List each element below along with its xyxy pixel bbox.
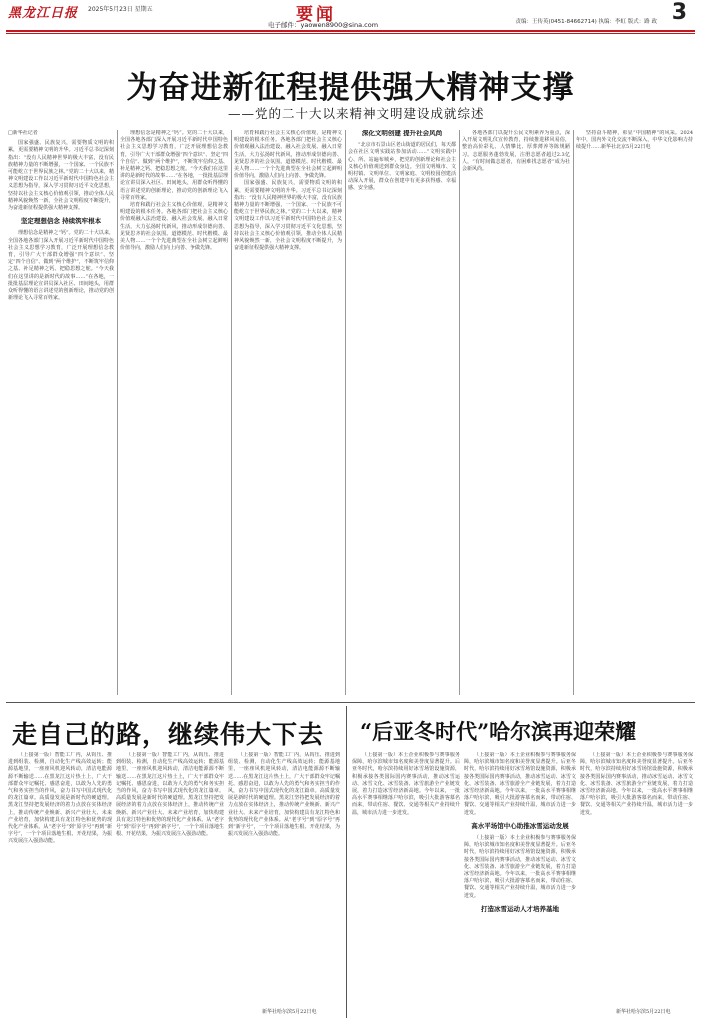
article-left-byline: 新华社哈尔滨5月22日电 <box>262 1009 317 1015</box>
lead-column-4 <box>348 130 456 695</box>
article-left-column-2 <box>116 752 224 1014</box>
article-left-headline: 走自己的路，继续伟大下去 <box>12 720 325 749</box>
article-right-column-3 <box>580 752 693 1004</box>
lead-body-5: 各地各部门以提升公民文明素养为重点，深入开展文明礼仪宣传教育，持续推进移风易俗，整治高价彩礼、人情攀比、厚葬薄养等陈规陋习。志愿服务蓬勃发展，注册志愿者超过2.3亿人，“有时间做志愿者，有困难找志愿者”成为社会新风尚。 <box>462 130 570 173</box>
article-right-column-1 <box>352 752 460 1014</box>
lead-body-6: 坚持奋斗精神，彰显“中国精神”的风采。2024年中，国内外文化交流不断深入，中华文化影响力持续提升……新华社北京5月22日电 <box>576 130 693 151</box>
article-right-body-4: （上接第一版）本土企业积极参与赛事服务保障，哈尔滨城市知名度和美誉度显著提升。后亚冬时代，哈尔滨持续用好冰雪场馆设施资源，积极承接各类国际国内赛事活动，推动冰雪运动、冰雪文化、冰雪装备、冰雪旅游全产业链发展，着力打造冰雪经济新高地。今年以来，一批高水平赛事相继落户哈尔滨，吸引大批游客慕名而来，带动住宿、餐饮、交通等相关产业持续升温，城市活力进一步迸发。 <box>580 752 693 816</box>
article-right-body: （上接第一版）本土企业积极参与赛事服务保障，哈尔滨城市知名度和美誉度显著提升。后亚冬时代，哈尔滨持续用好冰雪场馆设施资源，积极承接各类国际国内赛事活动，推动冰雪运动、冰雪文化、冰雪装备、冰雪旅游全产业链发展，着力打造冰雪经济新高地。今年以来，一批高水平赛事相继落户哈尔滨，吸引大批游客慕名而来，带动住宿、餐饮、交通等相关产业持续升温，城市活力进一步迸发。 <box>352 752 460 816</box>
lead-body-3b: 国家强盛、民族复兴，需要物质文明的积累，更需要精神文明的升华。习近平总书记深刻指出：“没有人民精神世界的极大丰富，没有民族精神力量的不断增强，一个国家、一个民族不可能屹立于世界民族之林。”党的二十大以来，精神文明建设工作以习近平新时代中国特色社会主义思想为指导，深入学习贯彻习近平文化思想，坚持以社会主义核心价值观引领，推动全体人民精神风貌焕然一新，全社会文明程度不断提升，为奋进新征程提供强大精神支撑。 <box>234 180 342 252</box>
article-right-subtitle-1: 高水平场馆中心助推冰雪运动发展 <box>471 821 569 830</box>
article-right-body-2: （上接第一版）本土企业积极参与赛事服务保障，哈尔滨城市知名度和美誉度显著提升。后亚冬时代，哈尔滨持续用好冰雪场馆设施资源，积极承接各类国际国内赛事活动，推动冰雪运动、冰雪文化、冰雪装备、冰雪旅游全产业链发展，着力打造冰雪经济新高地。今年以来，一批高水平赛事相继落户哈尔滨，吸引大批游客慕名而来，带动住宿、餐饮、交通等相关产业持续升温，城市活力进一步迸发。 <box>464 752 576 816</box>
newspaper-logo: 黑龙江日报 <box>8 6 79 21</box>
lead-column-1 <box>8 130 114 695</box>
page-number: 3 <box>671 0 687 25</box>
article-left-column-3 <box>228 752 340 1004</box>
lead-body-4: “北京市石景山区老山街道的居民们，每天都会在社区文明实践站参加活动……”文明实践中心、所、站遍布城乡，把党的创新理论和社会主义核心价值观送到群众身边。全国文明城市、文明村镇、文明单位、文明家庭、文明校园创建活动深入开展，群众在创建中有更多获得感、幸福感、安全感。 <box>348 142 456 192</box>
lead-body-3: 培育和践行社会主义核心价值观，是精神文明建设的根本任务。各地各部门把社会主义核心价值观融入法治建设、融入社会发展、融入日常生活，大力弘扬时代新风，推动形成崇德向善、见贤思齐的社会氛围。道德模范、时代楷模、最美人物……一个个先进典型在全社会树立起鲜明价值导向，激励人们向上向善、争做先锋。 <box>234 130 342 180</box>
article-left-body: （上接第一版）智能工厂内，从钩压、推进到组装、检测，自动化生产线高效运转；能源基地里，一座座风机迎风转动，清洁电能源源不断输送……在黑龙江这片热土上，广大干部群众牢记嘱托、感恩奋进，以敢为人先的勇气和务实担当的作风，奋力书写中国式现代化的龙江篇章。高质量发展是新时代的硬道理。黑龙江坚持把发展经济的着力点放在实体经济上，推动传统产业焕新、新兴产业壮大、未来产业培育，加快构建具有龙江特色和优势的现代化产业体系。从“老字号”到“原字号”再到“新字号”，一个个项目落地生根、开花结果，为振兴发展注入强劲动能。 <box>8 752 112 845</box>
column-divider <box>459 130 460 695</box>
lead-column-6 <box>576 130 693 695</box>
article-left-column-1 <box>8 752 112 1014</box>
column-divider <box>345 130 346 695</box>
lead-headline: 为奋进新征程提供强大精神支撑 <box>126 70 575 106</box>
column-divider <box>573 130 574 695</box>
lead-column-2 <box>120 130 228 695</box>
article-right-byline: 新华社哈尔滨5月22日电 <box>616 1009 671 1015</box>
lead-subheadline: ——党的二十大以来精神文明建设成就综述 <box>228 106 485 121</box>
section-title: 要闻 <box>296 5 336 25</box>
lead-body-1b: 理想信念是精神之“钙”。党的二十大以来，全国各地各部门深入开展习近平新时代中国特色社会主义思想学习教育，广泛开展理想信念教育，引导广大干部群众增强“四个意识”、坚定“四个自信”、做到“两个维护”，不断筑牢信仰之基、补足精神之钙、把稳思想之舵。“今天我们在这里讲的是新时代的故事……”在各地，一批批基层理论宣讲员深入社区、田间地头，用群众听得懂的语言讲述党的创新理论，推动党的创新理论飞入寻常百姓家。 <box>8 230 114 302</box>
header-rule-thin <box>6 33 695 34</box>
article-left-body-3: （上接第一版）智能工厂内，从钩压、推进到组装、检测，自动化生产线高效运转；能源基地里，一座座风机迎风转动，清洁电能源源不断输送……在黑龙江这片热土上，广大干部群众牢记嘱托、感恩奋进，以敢为人先的勇气和务实担当的作风，奋力书写中国式现代化的龙江篇章。高质量发展是新时代的硬道理。黑龙江坚持把发展经济的着力点放在实体经济上，推动传统产业焕新、新兴产业壮大、未来产业培育，加快构建具有龙江特色和优势的现代化产业体系。从“老字号”到“原字号”再到“新字号”，一个个项目落地生根、开花结果，为振兴发展注入强劲动能。 <box>228 752 340 838</box>
lead-subtitle-1: 坚定理想信念 持续筑牢根本 <box>20 217 102 226</box>
lead-subtitle-2: 深化文明创建 提升社会风尚 <box>361 130 443 137</box>
lead-body-2: 理想信念是精神之“钙”。党的二十大以来，全国各地各部门深入开展习近平新时代中国特色社会主义思想学习教育，广泛开展理想信念教育，引导广大干部群众增强“四个意识”、坚定“四个自信”、做到“两个维护”，不断筑牢信仰之基、补足精神之钙、把稳思想之舵。“今天我们在这里讲的是新时代的故事……”在各地，一批批基层理论宣讲员深入社区、田间地头，用群众听得懂的语言讲述党的创新理论，推动党的创新理论飞入寻常百姓家。 <box>120 130 228 201</box>
masthead <box>0 0 701 42</box>
editor-credits: 责编：王传英(0451-84662714) 执编：李虹 版式：路 政 <box>515 19 657 25</box>
article-right-subtitle-2: 打造冰雪运动人才培养基地 <box>481 904 559 913</box>
lead-body-1: 国家强盛、民族复兴，需要物质文明的积累，更需要精神文明的升华。习近平总书记深刻指出：“没有人民精神世界的极大丰富，没有民族精神力量的不断增强，一个国家、一个民族不可能屹立于世界民族之林。”党的二十大以来，精神文明建设工作以习近平新时代中国特色社会主义思想为指导，深入学习贯彻习近平文化思想，坚持以社会主义核心价值观引领，推动全体人民精神风貌焕然一新，全社会文明程度不断提升，为奋进新征程提供强大精神支撑。 <box>8 140 114 212</box>
editor-email: 电子邮件：yaowen8900@sina.com <box>268 21 379 29</box>
article-right-body-3: （上接第一版）本土企业积极参与赛事服务保障，哈尔滨城市知名度和美誉度显著提升。后亚冬时代，哈尔滨持续用好冰雪场馆设施资源，积极承接各类国际国内赛事活动，推动冰雪运动、冰雪文化、冰雪装备、冰雪旅游全产业链发展，着力打造冰雪经济新高地。今年以来，一批高水平赛事相继落户哈尔滨，吸引大批游客慕名而来，带动住宿、餐饮、交通等相关产业持续升温，城市活力进一步迸发。 <box>464 835 576 899</box>
header-rule <box>6 30 695 32</box>
column-divider <box>231 130 232 695</box>
article-right-column-2 <box>464 752 576 1014</box>
lead-column-5 <box>462 130 570 695</box>
section-divider <box>6 702 695 703</box>
column-divider <box>117 130 118 695</box>
article-divider <box>346 706 347 1018</box>
article-right-headline: “后亚冬时代”哈尔滨再迎荣耀 <box>360 719 637 744</box>
lead-column-3 <box>234 130 342 695</box>
issue-date: 2025年5月23日 星期五 <box>88 6 153 13</box>
article-left-body-2: （上接第一版）智能工厂内，从钩压、推进到组装、检测，自动化生产线高效运转；能源基地里，一座座风机迎风转动，清洁电能源源不断输送……在黑龙江这片热土上，广大干部群众牢记嘱托、感恩奋进，以敢为人先的勇气和务实担当的作风，奋力书写中国式现代化的龙江篇章。高质量发展是新时代的硬道理。黑龙江坚持把发展经济的着力点放在实体经济上，推动传统产业焕新、新兴产业壮大、未来产业培育，加快构建具有龙江特色和优势的现代化产业体系。从“老字号”到“原字号”再到“新字号”，一个个项目落地生根、开花结果，为振兴发展注入强劲动能。 <box>116 752 224 838</box>
lead-body-2b: 培育和践行社会主义核心价值观，是精神文明建设的根本任务。各地各部门把社会主义核心价值观融入法治建设、融入社会发展、融入日常生活，大力弘扬时代新风，推动形成崇德向善、见贤思齐的社会氛围。道德模范、时代楷模、最美人物……一个个先进典型在全社会树立起鲜明价值导向，激励人们向上向善、争做先锋。 <box>120 202 228 252</box>
agency-line: □新华社记者 <box>8 130 38 136</box>
